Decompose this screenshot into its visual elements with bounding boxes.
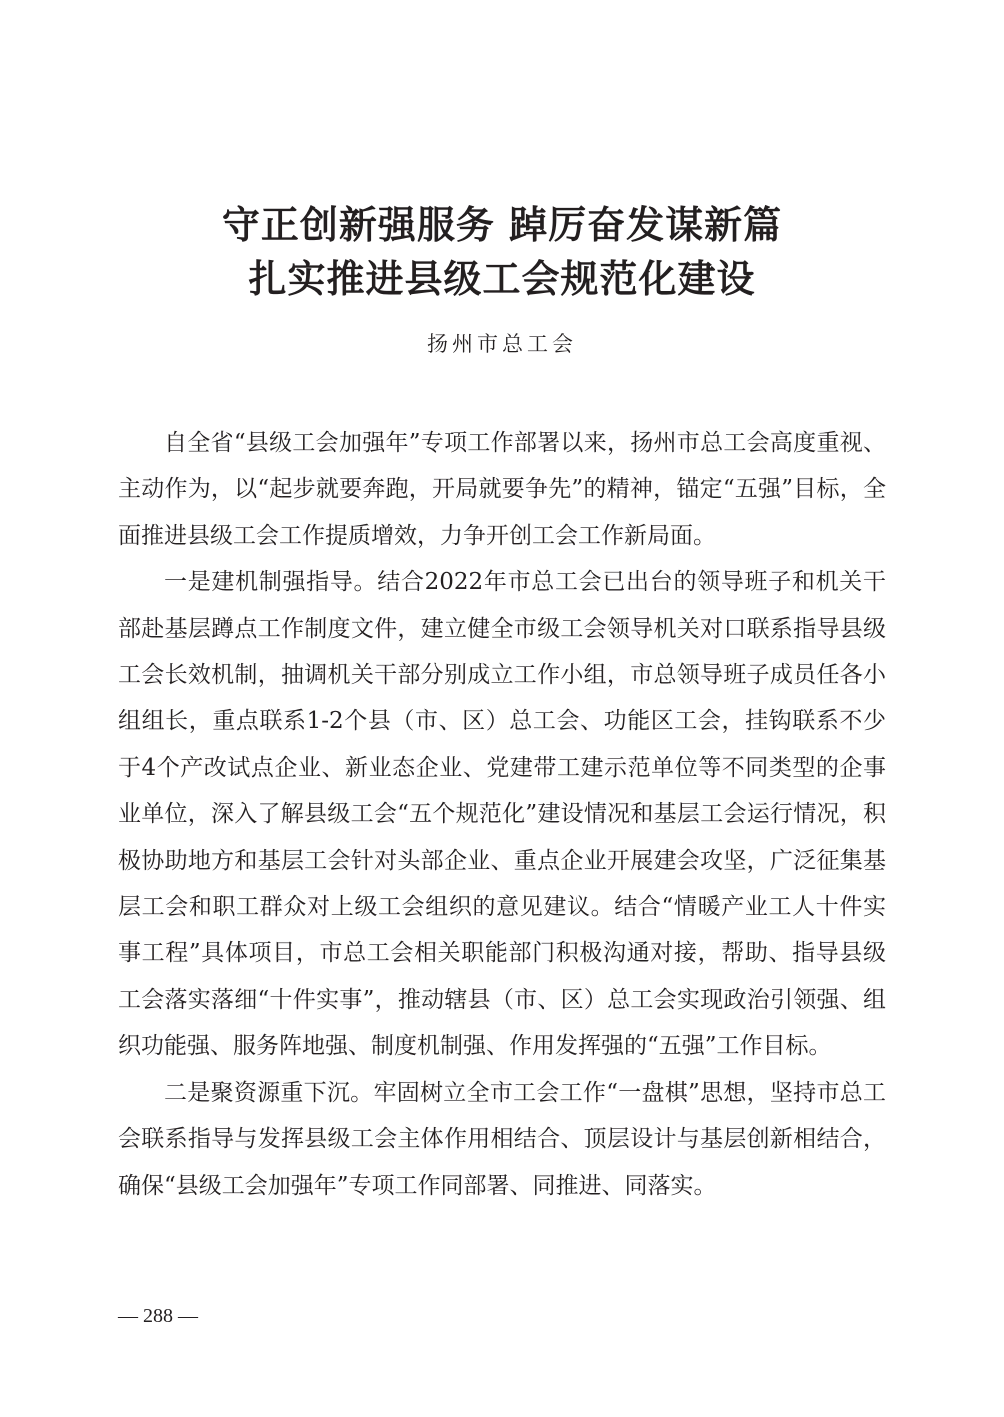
paragraph-lead: 二是聚资源重下沉。	[164, 1079, 374, 1106]
article-title	[0, 198, 1004, 306]
author-byline: 扬州市总工会	[427, 332, 577, 356]
page-number-dash-right: —	[178, 1305, 198, 1327]
page-number: 288	[143, 1305, 173, 1327]
page-number-footer	[118, 1302, 198, 1330]
title-line-1: 守正创新强服务 踔厉奋发谋新篇	[221, 202, 783, 247]
page-number-dash-left: —	[118, 1305, 138, 1327]
paragraph-intro	[118, 420, 886, 559]
title-line-2: 扎实推进县级工会规范化建设	[248, 256, 756, 301]
paragraph-lead: 一是建机制强指导。	[164, 569, 378, 596]
paragraph-text: 牢固树立全市工会工作“一盘棋”思想，坚持市总工会联系指导与发挥县级工会主体作用相结合、顶层设计与基层创新相结合，确保“县级工会加强年”专项工作同部署、同推进、同落实。	[118, 1079, 886, 1199]
paragraph-section-1	[118, 559, 886, 1069]
paragraph-text: 自全省“县级工会加强年”专项工作部署以来，扬州市总工会高度重视、主动作为，以“起步就要奔跑，开局就要争先”的精神，锚定“五强”目标，全面推进县级工会工作提质增效，力争开创工会工作新局面。	[118, 430, 886, 549]
paragraph-text: 结合2022年市总工会已出台的领导班子和机关干部赴基层蹲点工作制度文件，建立健全市级工会领导机关对口联系指导县级工会长效机制，抽调机关干部分别成立工作小组，市总领导班子成员任各小组组长，重点联系1-2个县（市、区）总工会、功能区工会，挂钩联系不少于4个产改试点企业、新业态企业、党建带工建示范单位等不同类型的企事业单位，深入了解县级工会“五个规范化”建设情况和基层工会运行情况，积极协助地方和基层工会针对头部企业、重点企业开展建会攻坚，广泛征集基层工会和职工群众对上级工会组织的意见建议。结合“情暖产业工人十件实事工程”具体项目，市总工会相关职能部门积极沟通对接，帮助、指导县级工会落实落细“十件实事”，推动辖县（市、区）总工会实现政治引领强、组织功能强、服务阵地强、制度机制强、作用发挥强的“五强”工作目标。	[118, 569, 886, 1060]
paragraph-section-2	[118, 1070, 886, 1209]
article-body	[118, 420, 886, 1209]
